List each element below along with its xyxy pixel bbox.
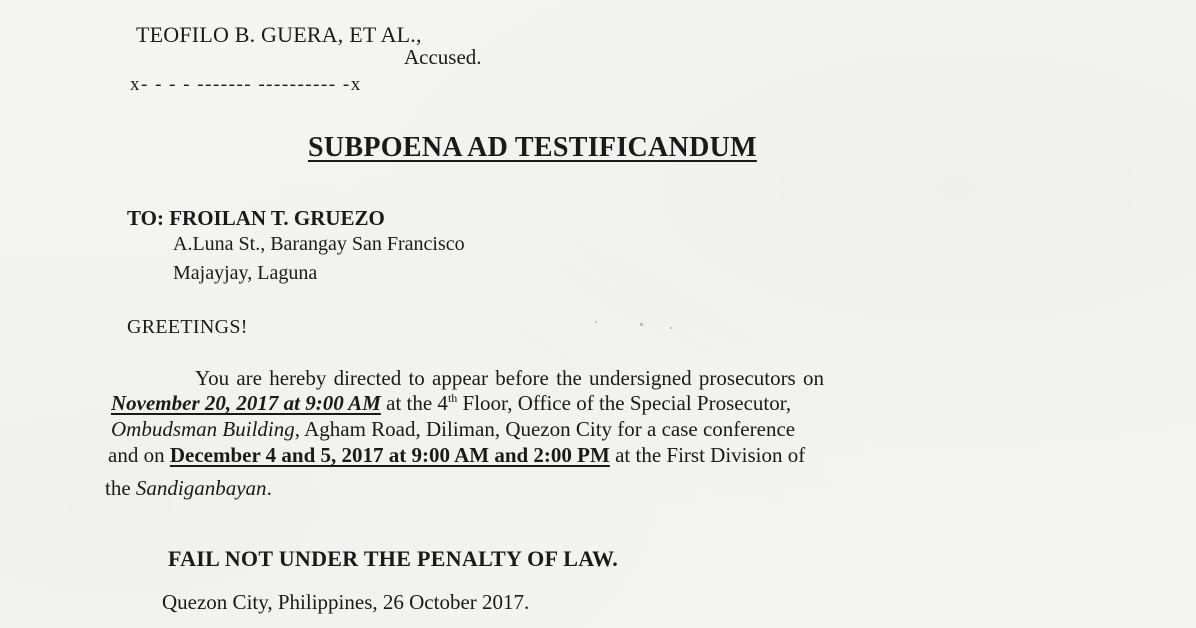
body-line-4-rest: at the First Division of <box>609 443 806 467</box>
scan-speck <box>670 327 672 329</box>
penalty-warning: FAIL NOT UNDER THE PENALTY OF LAW. <box>168 546 619 571</box>
scan-speck <box>595 321 597 323</box>
body-line-3 <box>111 417 795 442</box>
accused-label: Accused. <box>404 45 482 69</box>
greeting: GREETINGS! <box>127 316 248 338</box>
conference-date: November 20, 2017 at 9:00 AM <box>111 391 381 415</box>
body-line-1: You are hereby directed to appear before the undersigned prosecutors on <box>195 366 824 390</box>
body-line-5-prefix: the <box>105 476 136 500</box>
floor-ordinal: th <box>447 391 458 405</box>
caption-separator: x- - - - ------- ---------- -x <box>130 74 362 95</box>
building-name: Ombudsman Building <box>111 417 295 441</box>
hearing-dates: December 4 and 5, 2017 at 9:00 AM and 2:00 PM <box>169 443 610 467</box>
scan-speck <box>640 323 643 326</box>
body-line-5 <box>105 476 272 501</box>
body-line-4-prefix: and on <box>108 443 170 467</box>
recipient-address-line-1: A.Luna St., Barangay San Francisco <box>173 233 465 255</box>
body-line-3-rest: , Agham Road, Diliman, Quezon City for a case conference <box>294 417 796 441</box>
body-line-4 <box>108 443 805 468</box>
court-name: Sandiganbayan <box>135 476 267 500</box>
recipient-name: TO: FROILAN T. GRUEZO <box>127 206 385 230</box>
accused-name: TEOFILO B. GUERA, ET AL., <box>136 22 422 47</box>
body-line-2 <box>111 391 791 416</box>
body-line-2-prefix: at the 4 <box>380 391 448 415</box>
document-title: SUBPOENA AD TESTIFICANDUM <box>308 132 757 163</box>
recipient-address-line-2: Majayjay, Laguna <box>173 262 318 284</box>
place-and-date: Quezon City, Philippines, 26 October 2017. <box>162 590 530 614</box>
body-line-2-rest: Floor, Office of the Special Prosecutor, <box>457 391 792 415</box>
body-line-5-end: . <box>266 476 272 500</box>
